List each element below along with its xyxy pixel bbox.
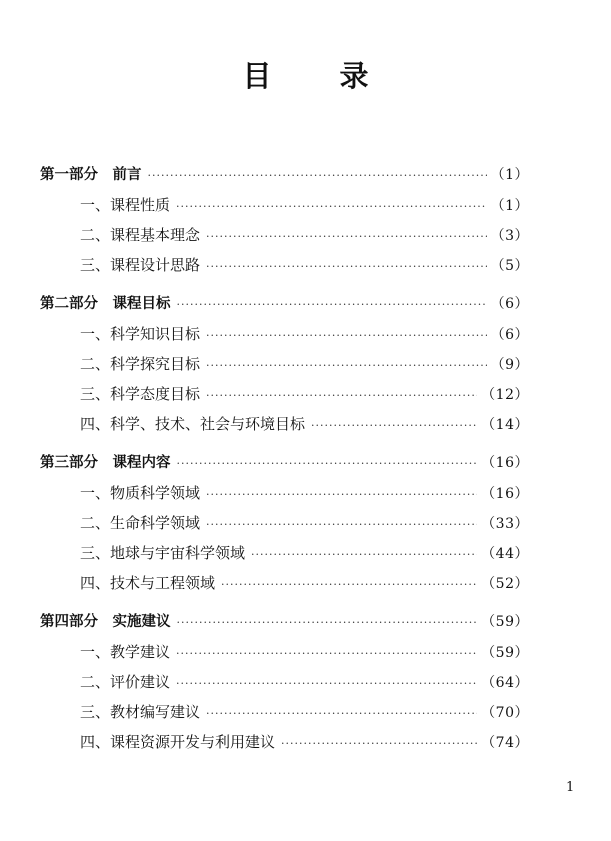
- dot-leader: [206, 381, 477, 411]
- toc-entry-page: （9）: [490, 357, 529, 373]
- toc-entry-label: 一、科学知识目标: [80, 325, 201, 343]
- dot-leader: [206, 351, 487, 381]
- dot-leader: [176, 639, 477, 669]
- page-title: [0, 56, 611, 96]
- page-number: 1: [566, 780, 575, 795]
- toc-entry-page: （70）: [481, 705, 529, 721]
- toc-item[interactable]: [40, 697, 529, 727]
- toc-section-part-1: [40, 160, 529, 280]
- toc-entry-page: （12）: [481, 387, 529, 403]
- toc-entry-label: 第一部分 前言: [40, 167, 142, 183]
- toc-item[interactable]: [40, 349, 529, 379]
- toc-entry-page: （14）: [481, 417, 529, 433]
- toc-item[interactable]: [40, 727, 529, 757]
- toc-entry-label: 二、科学探究目标: [80, 355, 201, 373]
- toc-item[interactable]: [40, 319, 529, 349]
- toc-entry-label: 第二部分 课程目标: [40, 296, 171, 312]
- dot-leader: [177, 290, 487, 320]
- toc-item[interactable]: [40, 538, 529, 568]
- dot-leader: [281, 729, 477, 759]
- toc-entry-page: （5）: [490, 258, 529, 274]
- toc-part-heading[interactable]: [40, 607, 529, 637]
- toc-entry-page: （33）: [481, 516, 529, 532]
- toc-entry-page: （16）: [481, 486, 529, 502]
- toc-entry-page: （3）: [490, 228, 529, 244]
- dot-leader: [176, 669, 477, 699]
- toc-section-part-2: [40, 289, 529, 439]
- toc-entry-page: （52）: [481, 576, 529, 592]
- toc-entry-page: （6）: [490, 327, 529, 343]
- toc-entry-page: （16）: [481, 455, 529, 471]
- toc-item[interactable]: [40, 190, 529, 220]
- toc-entry-page: （59）: [481, 614, 529, 630]
- toc-entry-label: 四、课程资源开发与利用建议: [80, 733, 276, 751]
- dot-leader: [206, 480, 477, 510]
- dot-leader: [206, 699, 477, 729]
- table-of-contents: [40, 160, 529, 757]
- toc-entry-page: （1）: [490, 167, 529, 183]
- toc-item[interactable]: [40, 637, 529, 667]
- toc-entry-label: 三、教材编写建议: [80, 703, 201, 721]
- toc-entry-label: 一、教学建议: [80, 643, 171, 661]
- toc-entry-label: 四、科学、技术、社会与环境目标: [80, 415, 306, 433]
- toc-entry-page: （1）: [490, 198, 529, 214]
- toc-item[interactable]: [40, 568, 529, 598]
- toc-entry-page: （64）: [481, 675, 529, 691]
- toc-part-heading[interactable]: [40, 448, 529, 478]
- toc-entry-page: （6）: [490, 296, 529, 312]
- toc-entry-label: 二、课程基本理念: [80, 226, 201, 244]
- toc-entry-page: （74）: [481, 735, 529, 751]
- dot-leader: [311, 411, 477, 441]
- dot-leader: [206, 252, 487, 282]
- toc-item[interactable]: [40, 478, 529, 508]
- toc-entry-label: 二、生命科学领域: [80, 514, 201, 532]
- toc-entry-label: 三、地球与宇宙科学领域: [80, 544, 246, 562]
- page-title-char-2: 录: [339, 59, 369, 93]
- toc-entry-label: 二、评价建议: [80, 673, 171, 691]
- toc-entry-label: 四、技术与工程领域: [80, 574, 216, 592]
- toc-entry-label: 第三部分 课程内容: [40, 455, 171, 471]
- dot-leader: [177, 608, 478, 638]
- toc-item[interactable]: [40, 220, 529, 250]
- toc-section-part-4: [40, 607, 529, 757]
- toc-entry-label: 三、课程设计思路: [80, 256, 201, 274]
- toc-part-heading[interactable]: [40, 289, 529, 319]
- toc-item[interactable]: [40, 409, 529, 439]
- toc-item[interactable]: [40, 250, 529, 280]
- dot-leader: [221, 570, 477, 600]
- dot-leader: [206, 321, 487, 351]
- toc-entry-label: 一、物质科学领域: [80, 484, 201, 502]
- toc-section-part-3: [40, 448, 529, 598]
- toc-entry-page: （44）: [481, 546, 529, 562]
- dot-leader: [251, 540, 477, 570]
- toc-item[interactable]: [40, 667, 529, 697]
- page-title-char-1: 目: [242, 59, 272, 93]
- toc-item[interactable]: [40, 508, 529, 538]
- toc-entry-label: 第四部分 实施建议: [40, 614, 171, 630]
- dot-leader: [148, 161, 487, 191]
- dot-leader: [206, 222, 487, 252]
- toc-entry-label: 一、课程性质: [80, 196, 171, 214]
- dot-leader: [177, 449, 478, 479]
- toc-entry-label: 三、科学态度目标: [80, 385, 201, 403]
- toc-item[interactable]: [40, 379, 529, 409]
- toc-entry-page: （59）: [481, 645, 529, 661]
- dot-leader: [206, 510, 477, 540]
- toc-part-heading[interactable]: [40, 160, 529, 190]
- dot-leader: [176, 192, 487, 222]
